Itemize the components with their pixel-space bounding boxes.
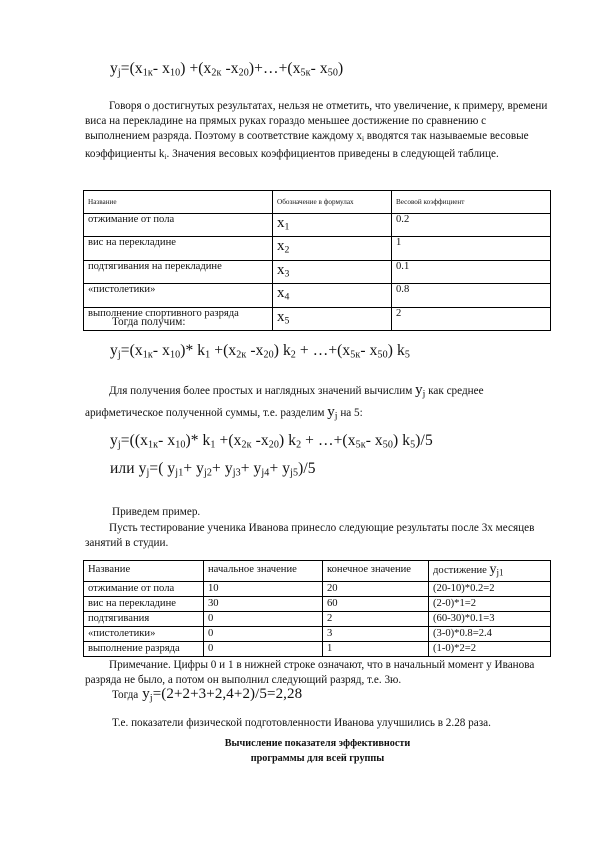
table-cell: 2 [323,612,429,627]
table-row [84,260,551,283]
table-header-cell: начальное значение [204,561,323,582]
table-row [84,612,551,627]
table-header-cell: конечное значение [323,561,429,582]
table-cell: отжимание от пола [84,214,273,237]
table-cell: 0 [204,612,323,627]
table-cell-symbol: $x_1$ [273,214,392,237]
text-conclusion: Т.е. показатели физической подготовленности Иванова улучшились в 2.28 раза. [112,717,491,729]
weights-table [83,190,551,331]
table-header-cell: достижение $y_{j1}$ [429,561,551,582]
table-cell: вис на перекладине [84,597,204,612]
paragraph-average: Для получения более простых и наглядных значений вычислим $y_j$ как среднее арифметическое полученной суммы, т.е. разделим $y_j$ на 5: [85,382,484,422]
formula-average-short: или $y_j=$( $y_{j1}+ y_{j2}+ y_{j3}+ y_{j4}+ y_{j5})/5$ [110,460,316,479]
result-formula: $y_j=(2+2+3+2,4+2)/5=2,28$ [142,686,303,704]
paragraph-weight-intro: Говоря о достигнутых результатах, нельзя не отметить, что увеличение, к примеру, времени виса на перекладине на прямых руках гораздо меньшее достижение по сравнению с выполнением разряда. Поэтому в соответствие каждому $x_i$ вводятся так называемые весовые коэффициенты $k_i$. Значения весовых коэффициентов приведены в следующей таблице. [85,100,548,162]
table-cell: подтягивания [84,612,204,627]
table-cell: 2 [392,307,551,330]
table-cell-symbol: $x_2$ [273,237,392,260]
table-cell: 0 [204,627,323,642]
table-cell: (1-0)*2=2 [429,642,551,657]
table-cell: (2-0)*1=2 [429,597,551,612]
table-cell: 10 [204,582,323,597]
paragraph-note: Примечание. Цифры 0 и 1 в нижней строке означают, что в начальный момент у Иванова разряда не было, а потом он выполнил следующий разряд, т.е. 3ю. [85,659,535,687]
text-then-we-get: Тогда получим: [112,316,186,328]
table-cell: 1 [392,237,551,260]
formula-average: $y_j=((x_{1к}-$ $x_{10})*$ $k_1 +(x_{2к}$ $-x_{20}$) $k_2$ + $\dots+(x_{5к}-$ $x_{50}$) $k_5)/5$ [110,432,433,451]
table-cell: отжимание от пола [84,582,204,597]
table-row [84,237,551,260]
table-row [84,642,551,657]
table-header-cell: Название [84,561,204,582]
result-prefix: Тогда [112,689,139,701]
table-cell: выполнение спортивного разряда [84,307,273,330]
table-header-cell: Весовой коэффициент [392,191,551,214]
table-cell-symbol: $x_5$ [273,307,392,330]
table-header-row [84,561,551,582]
table-cell: «пистолетики» [84,284,273,307]
table-row [84,582,551,597]
formula-weighted-sum: $y_j=(x_{1к}-$ $x_{10})*$ $k_1 +(x_{2к}$ $-x_{20}$) $k_2$ + $\dots+(x_{5к}-$ $x_{50}$) $k_5$ [110,342,411,361]
table-header-row [84,191,551,214]
section-heading-line2: программы для всей группы [250,753,385,764]
text-example: Приведем пример. [112,506,201,518]
table-cell: (20-10)*0.2=2 [429,582,551,597]
table-cell: 1 [323,642,429,657]
section-heading-line1: Вычисление показателя эффективности [224,738,411,749]
results-table [83,560,551,657]
table-cell: вис на перекладине [84,237,273,260]
table-row [84,597,551,612]
table-cell: выполнение разряда [84,642,204,657]
table-header-cell: Название [84,191,273,214]
table-header-cell: Обозначение в формулах [273,191,392,214]
formula-sum-definition: $y_j=(x_{1к}-$ $x_{10}) +(x_{2к}$ $-x_{20})+\dots+(x_{5к}-$ $x_{50}$) [110,60,344,79]
table-cell: 0.2 [392,214,551,237]
table-cell: 3 [323,627,429,642]
table-cell: (3-0)*0.8=2.4 [429,627,551,642]
table-cell: «пистолетики» [84,627,204,642]
paragraph-test-results: Пусть тестирование ученика Иванова принесло следующие результаты после 3х месяцев занятий в студии. [85,522,535,550]
table-row [84,284,551,307]
table-cell: 60 [323,597,429,612]
table-cell: 0 [204,642,323,657]
table-row [84,627,551,642]
table-cell-symbol: $x_3$ [273,260,392,283]
table-row [84,214,551,237]
table-cell: 0.8 [392,284,551,307]
table-cell: подтягивания на перекладине [84,260,273,283]
table-cell-symbol: $x_4$ [273,284,392,307]
table-cell: 30 [204,597,323,612]
result-line [112,685,302,703]
table-cell: 0.1 [392,260,551,283]
table-cell: 20 [323,582,429,597]
table-cell: (60-30)*0.1=3 [429,612,551,627]
